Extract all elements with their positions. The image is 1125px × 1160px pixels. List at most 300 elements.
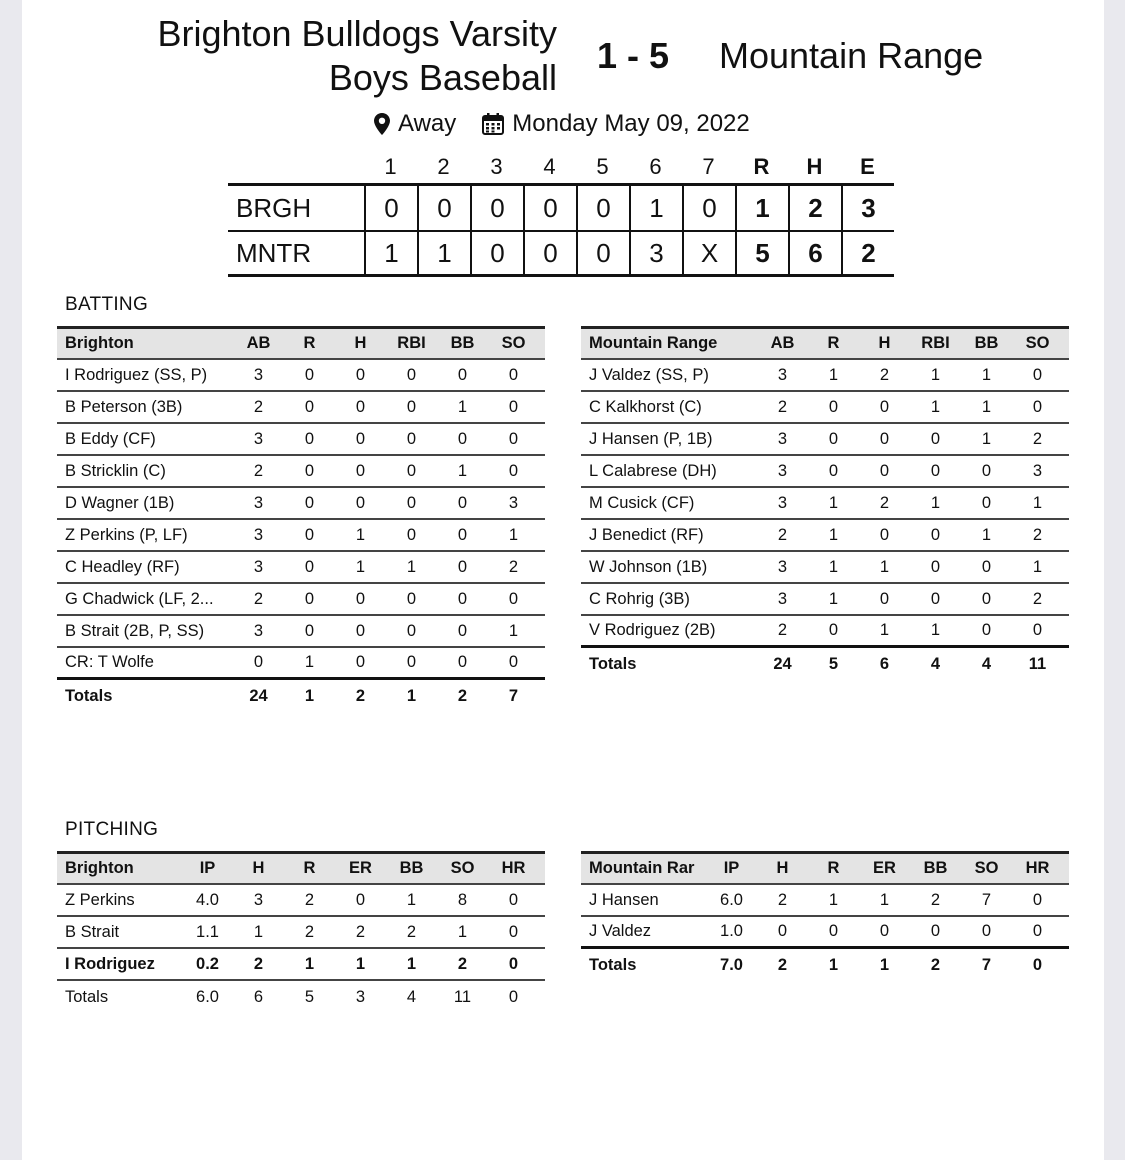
- stat-cell: 1: [828, 525, 839, 544]
- team-name-header: Brighton: [65, 334, 134, 352]
- hits-label: H: [806, 153, 823, 179]
- player-name: I Rodriguez (SS, P): [65, 365, 208, 384]
- totals-cell: 11: [1028, 654, 1047, 673]
- table-row: [57, 949, 545, 981]
- stat-cell: 0: [457, 365, 468, 384]
- stat-cell: 1: [828, 589, 839, 608]
- inning-score: 3: [629, 232, 682, 274]
- stat-cell: 0: [981, 589, 992, 608]
- pitching-table-brighton: [57, 851, 545, 1013]
- stat-cell: 1: [930, 397, 941, 416]
- inning-label: 1: [384, 153, 397, 179]
- runs-total: 1: [735, 186, 788, 230]
- player-name: J Benedict (RF): [589, 525, 704, 544]
- stat-cell: 3: [253, 557, 264, 576]
- totals-row: [57, 680, 545, 712]
- stat-cell: 0: [406, 397, 417, 416]
- column-header: H: [252, 859, 265, 877]
- stat-cell: 2: [777, 621, 788, 639]
- table-row: [57, 648, 545, 680]
- column-header: AB: [770, 334, 795, 352]
- player-name: Z Perkins (P, LF): [65, 525, 188, 544]
- stat-cell: 1: [828, 365, 839, 384]
- stat-cell: 3: [777, 557, 788, 576]
- player-name: J Valdez (SS, P): [589, 365, 709, 384]
- table-row: [581, 520, 1069, 552]
- stat-cell: 0: [930, 557, 941, 576]
- stat-cell: 0: [304, 461, 315, 480]
- column-header: R: [303, 334, 316, 352]
- stat-cell: 2: [253, 397, 264, 416]
- stat-cell: 0: [355, 429, 366, 448]
- column-header: BB: [923, 859, 948, 877]
- stat-cell: 2: [253, 589, 264, 608]
- errors-total: 3: [841, 186, 894, 230]
- stat-cell: 2: [1032, 429, 1043, 448]
- player-name: C Kalkhorst (C): [589, 397, 702, 416]
- stat-cell: 1: [457, 461, 468, 480]
- table-row: [581, 917, 1069, 949]
- totals-cell: 4: [406, 987, 417, 1006]
- pitching-section-label: PITCHING: [65, 819, 159, 840]
- hits-total: 2: [788, 186, 841, 230]
- stat-cell: 1: [930, 365, 941, 384]
- totals-cell: 1: [879, 955, 890, 974]
- stat-cell: 0: [355, 589, 366, 608]
- stat-cell: 1: [1032, 557, 1043, 576]
- stat-cell: 2: [777, 525, 788, 544]
- stat-cell: 0: [1032, 397, 1043, 416]
- stat-cell: 0: [355, 621, 366, 640]
- stat-cell: 0: [508, 589, 519, 608]
- stat-cell: 0: [355, 365, 366, 384]
- stat-cell: 0: [828, 621, 839, 639]
- stat-cell: 0: [930, 525, 941, 544]
- stat-cell: 1: [508, 621, 519, 640]
- stat-cell: 0: [304, 589, 315, 608]
- inning-label: 7: [702, 153, 715, 179]
- stat-cell: 0: [355, 461, 366, 480]
- inning-score: 0: [470, 186, 523, 230]
- team-abbr: MNTR: [236, 237, 312, 268]
- table-row: [57, 424, 545, 456]
- stat-cell: 1: [355, 525, 366, 544]
- inning-score: 0: [364, 186, 417, 230]
- stat-cell: 0: [1032, 621, 1043, 639]
- stat-cell: 2: [304, 890, 315, 909]
- table-row: [581, 885, 1069, 917]
- team-name-header: Mountain Rar: [589, 859, 695, 877]
- column-header: ER: [873, 859, 896, 877]
- stat-cell: 1: [457, 922, 468, 941]
- stat-cell: 0: [879, 525, 890, 544]
- stat-cell: 0: [879, 461, 890, 480]
- stat-cell: 0: [253, 653, 264, 671]
- player-name: B Strait (2B, P, SS): [65, 621, 205, 640]
- table-row: [57, 616, 545, 648]
- stat-cell: 1: [981, 429, 992, 448]
- column-header: ER: [349, 859, 372, 877]
- player-name: Z Perkins: [65, 890, 135, 909]
- totals-row: [581, 949, 1069, 981]
- inning-label: 2: [437, 153, 450, 179]
- stat-cell: 0: [304, 525, 315, 544]
- title-line-2: Boys Baseball: [328, 57, 557, 98]
- totals-label: Totals: [65, 686, 113, 705]
- stat-cell: 1: [879, 890, 890, 909]
- stat-cell: 0: [406, 461, 417, 480]
- stat-cell: 0: [457, 653, 468, 671]
- stat-cell: 0: [304, 621, 315, 640]
- stat-cell: 1: [828, 493, 839, 512]
- player-name: B Peterson (3B): [65, 397, 183, 416]
- player-name: B Eddy (CF): [65, 429, 156, 448]
- stat-cell: 1: [406, 890, 417, 909]
- stat-cell: 8: [457, 890, 468, 909]
- final-score: 1 - 5: [597, 35, 670, 76]
- column-header: RBI: [921, 334, 950, 352]
- stat-cell: 0: [304, 493, 315, 512]
- column-header: H: [878, 334, 891, 352]
- stat-cell: 0: [304, 397, 315, 416]
- totals-cell: 5: [828, 654, 839, 673]
- stat-cell: 0: [1032, 922, 1043, 940]
- table-row: [581, 488, 1069, 520]
- totals-cell: 2: [457, 686, 468, 705]
- stat-cell: 2: [304, 922, 315, 941]
- stat-cell: 0: [406, 429, 417, 448]
- stat-cell: 0: [508, 397, 519, 416]
- stat-cell: 3: [253, 429, 264, 448]
- stat-cell: 1: [304, 653, 315, 671]
- column-header: BB: [399, 859, 424, 877]
- stat-cell: 0: [406, 525, 417, 544]
- stat-cell: 0: [406, 365, 417, 384]
- stat-cell: 0: [304, 429, 315, 448]
- column-header: SO: [450, 859, 475, 877]
- column-header: IP: [199, 859, 216, 877]
- player-name: I Rodriguez: [65, 954, 155, 973]
- player-name: D Wagner (1B): [65, 493, 175, 512]
- totals-cell: 1: [406, 686, 417, 705]
- player-name: G Chadwick (LF, 2...: [65, 589, 214, 608]
- stat-cell: 1.0: [720, 922, 743, 940]
- table-row: [57, 584, 545, 616]
- stat-cell: 0: [930, 429, 941, 448]
- totals-cell: 6: [879, 654, 890, 673]
- table-row: [57, 488, 545, 520]
- table-row: [581, 392, 1069, 424]
- stat-cell: 0: [508, 954, 519, 973]
- table-row: [57, 520, 545, 552]
- stat-cell: 1: [508, 525, 519, 544]
- stat-cell: 0: [355, 493, 366, 512]
- stat-cell: 1: [879, 557, 890, 576]
- stat-cell: 3: [777, 429, 788, 448]
- stat-cell: 0: [930, 461, 941, 480]
- totals-row: [57, 981, 545, 1013]
- stat-cell: 3: [253, 621, 264, 640]
- column-header: SO: [501, 334, 526, 352]
- player-name: J Hansen (P, 1B): [589, 429, 713, 448]
- player-name: J Hansen: [589, 890, 659, 909]
- inning-label: 5: [596, 153, 609, 179]
- location-label: Away: [398, 110, 457, 137]
- totals-cell: 24: [249, 686, 268, 705]
- inning-score: 0: [576, 232, 629, 274]
- map-pin-icon: [374, 113, 390, 135]
- stat-cell: 0: [981, 493, 992, 512]
- stat-cell: 3: [253, 365, 264, 384]
- inning-score: 0: [470, 232, 523, 274]
- player-name: L Calabrese (DH): [589, 461, 717, 480]
- team-name-header: Brighton: [65, 859, 134, 877]
- inning-label: 6: [649, 153, 662, 179]
- stat-cell: 0: [879, 922, 890, 940]
- stat-cell: 0: [406, 493, 417, 512]
- totals-cell: 4: [930, 654, 941, 673]
- totals-cell: 2: [930, 955, 941, 974]
- player-name: B Stricklin (C): [65, 461, 166, 480]
- runs-label: R: [753, 153, 770, 179]
- stat-cell: 0: [879, 429, 890, 448]
- pitching-table-mountain-range: [581, 851, 1069, 981]
- stat-cell: 3: [253, 493, 264, 512]
- stat-cell: 0: [355, 653, 366, 671]
- stat-cell: 2: [406, 922, 417, 941]
- stat-cell: 2: [457, 954, 468, 973]
- column-header: R: [303, 859, 316, 877]
- stat-cell: 2: [930, 890, 941, 909]
- totals-cell: 7.0: [720, 955, 743, 974]
- stat-cell: 0: [304, 557, 315, 576]
- stat-cell: 0: [457, 493, 468, 512]
- batting-table-mountain-range: [581, 326, 1069, 680]
- totals-cell: 11: [453, 987, 472, 1006]
- stat-cell: 2: [508, 557, 519, 576]
- table-header-row: [57, 854, 545, 885]
- column-header: HR: [1025, 859, 1050, 877]
- totals-cell: 6: [253, 987, 264, 1006]
- stat-cell: 0: [304, 365, 315, 384]
- stat-cell: 1: [981, 365, 992, 384]
- column-header: SO: [1025, 334, 1050, 352]
- stat-cell: 1: [355, 557, 366, 576]
- stat-cell: 6.0: [720, 890, 743, 909]
- stat-cell: 0: [981, 557, 992, 576]
- team-abbr: BRGH: [236, 192, 312, 223]
- stat-cell: 0: [828, 461, 839, 480]
- totals-cell: 0: [1032, 955, 1043, 974]
- player-name: CR: T Wolfe: [65, 653, 154, 671]
- totals-label: Totals: [589, 955, 637, 974]
- stat-cell: 2: [777, 397, 788, 416]
- hits-total: 6: [788, 232, 841, 274]
- stat-cell: 1: [828, 890, 839, 909]
- inning-score: 0: [576, 186, 629, 230]
- inning-score: 0: [523, 232, 576, 274]
- stat-cell: 1: [879, 621, 890, 639]
- stat-cell: 2: [879, 493, 890, 512]
- stat-cell: 3: [1032, 461, 1043, 480]
- column-header: IP: [723, 859, 740, 877]
- stat-cell: 3: [777, 493, 788, 512]
- stat-cell: 2: [355, 922, 366, 941]
- player-name: M Cusick (CF): [589, 493, 695, 512]
- table-row: [57, 360, 545, 392]
- stat-cell: 0: [508, 653, 519, 671]
- stat-cell: 1: [930, 493, 941, 512]
- stat-cell: 2: [253, 954, 264, 973]
- inning-score: 0: [417, 186, 470, 230]
- stat-cell: 3: [777, 589, 788, 608]
- stat-cell: 2: [879, 365, 890, 384]
- totals-cell: 1: [828, 955, 839, 974]
- table-row: [57, 885, 545, 917]
- column-header: HR: [501, 859, 526, 877]
- stat-cell: 0: [930, 589, 941, 608]
- inning-label: 4: [543, 153, 556, 179]
- table-row: [581, 456, 1069, 488]
- stat-cell: 1: [981, 525, 992, 544]
- stat-cell: 2: [1032, 589, 1043, 608]
- table-row: [581, 616, 1069, 648]
- line-score-row-mntr: [228, 230, 894, 274]
- stat-cell: 1: [406, 954, 417, 973]
- table-row: [57, 917, 545, 949]
- inning-score: 1: [364, 232, 417, 274]
- stat-cell: 0: [406, 653, 417, 671]
- stat-cell: 0: [355, 397, 366, 416]
- stat-cell: 0: [457, 429, 468, 448]
- inning-score: 1: [417, 232, 470, 274]
- totals-cell: 4: [981, 654, 992, 673]
- stat-cell: 3: [253, 525, 264, 544]
- stat-cell: 0: [355, 890, 366, 909]
- stat-cell: 0: [930, 922, 941, 940]
- column-header: RBI: [397, 334, 426, 352]
- inning-label: 3: [490, 153, 503, 179]
- totals-cell: 1: [304, 686, 315, 705]
- stat-cell: 1.1: [196, 922, 219, 941]
- runs-total: 5: [735, 232, 788, 274]
- stat-cell: 0: [406, 621, 417, 640]
- inning-score: 0: [523, 186, 576, 230]
- stat-cell: 7: [981, 890, 992, 909]
- stat-cell: 0: [508, 429, 519, 448]
- stat-cell: 0: [879, 589, 890, 608]
- table-header-row: [57, 329, 545, 360]
- column-header: AB: [246, 334, 271, 352]
- batting-section-label: BATTING: [65, 294, 149, 315]
- line-score-row-brgh: [228, 186, 894, 230]
- table-row: [581, 584, 1069, 616]
- player-name: B Strait: [65, 922, 120, 941]
- stat-cell: 2: [777, 890, 788, 909]
- totals-row: [581, 648, 1069, 680]
- stat-cell: 0: [828, 922, 839, 940]
- totals-cell: 2: [355, 686, 366, 705]
- column-header: R: [827, 859, 840, 877]
- inning-score: 1: [629, 186, 682, 230]
- totals-cell: 6.0: [196, 987, 219, 1006]
- column-header: H: [354, 334, 367, 352]
- stat-cell: 1: [406, 557, 417, 576]
- totals-cell: 3: [355, 987, 366, 1006]
- stat-cell: 0.2: [196, 954, 219, 973]
- totals-cell: 24: [773, 654, 792, 673]
- stat-cell: 1: [828, 557, 839, 576]
- inning-score: X: [682, 232, 735, 274]
- totals-cell: 7: [981, 955, 992, 974]
- batting-table-brighton: [57, 326, 545, 712]
- totals-label: Totals: [65, 987, 109, 1006]
- stat-cell: 1: [253, 922, 264, 941]
- totals-label: Totals: [589, 654, 637, 673]
- column-header: R: [827, 334, 840, 352]
- stat-cell: 3: [253, 890, 264, 909]
- inning-score: 0: [682, 186, 735, 230]
- player-name: C Headley (RF): [65, 557, 180, 576]
- box-score-page: [22, 0, 1104, 1160]
- stat-cell: 0: [981, 621, 992, 639]
- opponent-name: Mountain Range: [719, 35, 984, 76]
- title-line-1: Brighton Bulldogs Varsity: [157, 13, 557, 54]
- table-row: [57, 392, 545, 424]
- stat-cell: 0: [406, 589, 417, 608]
- stat-cell: 0: [508, 365, 519, 384]
- table-row: [57, 456, 545, 488]
- stat-cell: 0: [508, 461, 519, 480]
- stat-cell: 1: [1032, 493, 1043, 512]
- table-row: [581, 552, 1069, 584]
- stat-cell: 0: [508, 922, 519, 941]
- stat-cell: 0: [457, 525, 468, 544]
- stat-cell: 0: [828, 397, 839, 416]
- stat-cell: 2: [1032, 525, 1043, 544]
- totals-cell: 5: [304, 987, 315, 1006]
- stat-cell: 0: [508, 890, 519, 909]
- team-name-header: Mountain Range: [589, 334, 718, 352]
- stat-cell: 0: [1032, 890, 1043, 909]
- stat-cell: 3: [777, 461, 788, 480]
- table-row: [581, 424, 1069, 456]
- player-name: V Rodriguez (2B): [589, 621, 716, 639]
- game-title: [107, 12, 557, 100]
- stat-cell: 1: [981, 397, 992, 416]
- stat-cell: 0: [457, 621, 468, 640]
- stat-cell: 0: [457, 557, 468, 576]
- stat-cell: 0: [981, 461, 992, 480]
- totals-cell: 0: [508, 987, 519, 1006]
- game-date: Monday May 09, 2022: [512, 110, 750, 137]
- player-name: J Valdez: [589, 922, 652, 940]
- stat-cell: 1: [930, 621, 941, 639]
- errors-total: 2: [841, 232, 894, 274]
- player-name: W Johnson (1B): [589, 557, 708, 576]
- column-header: BB: [974, 334, 999, 352]
- stat-cell: 3: [777, 365, 788, 384]
- game-meta: [374, 108, 750, 140]
- column-header: H: [776, 859, 789, 877]
- stat-cell: 0: [981, 922, 992, 940]
- stat-cell: 2: [253, 461, 264, 480]
- stat-cell: 1: [457, 397, 468, 416]
- totals-cell: 7: [508, 686, 519, 705]
- stat-cell: 1: [355, 954, 366, 973]
- column-header: SO: [974, 859, 999, 877]
- stat-cell: 4.0: [196, 890, 219, 909]
